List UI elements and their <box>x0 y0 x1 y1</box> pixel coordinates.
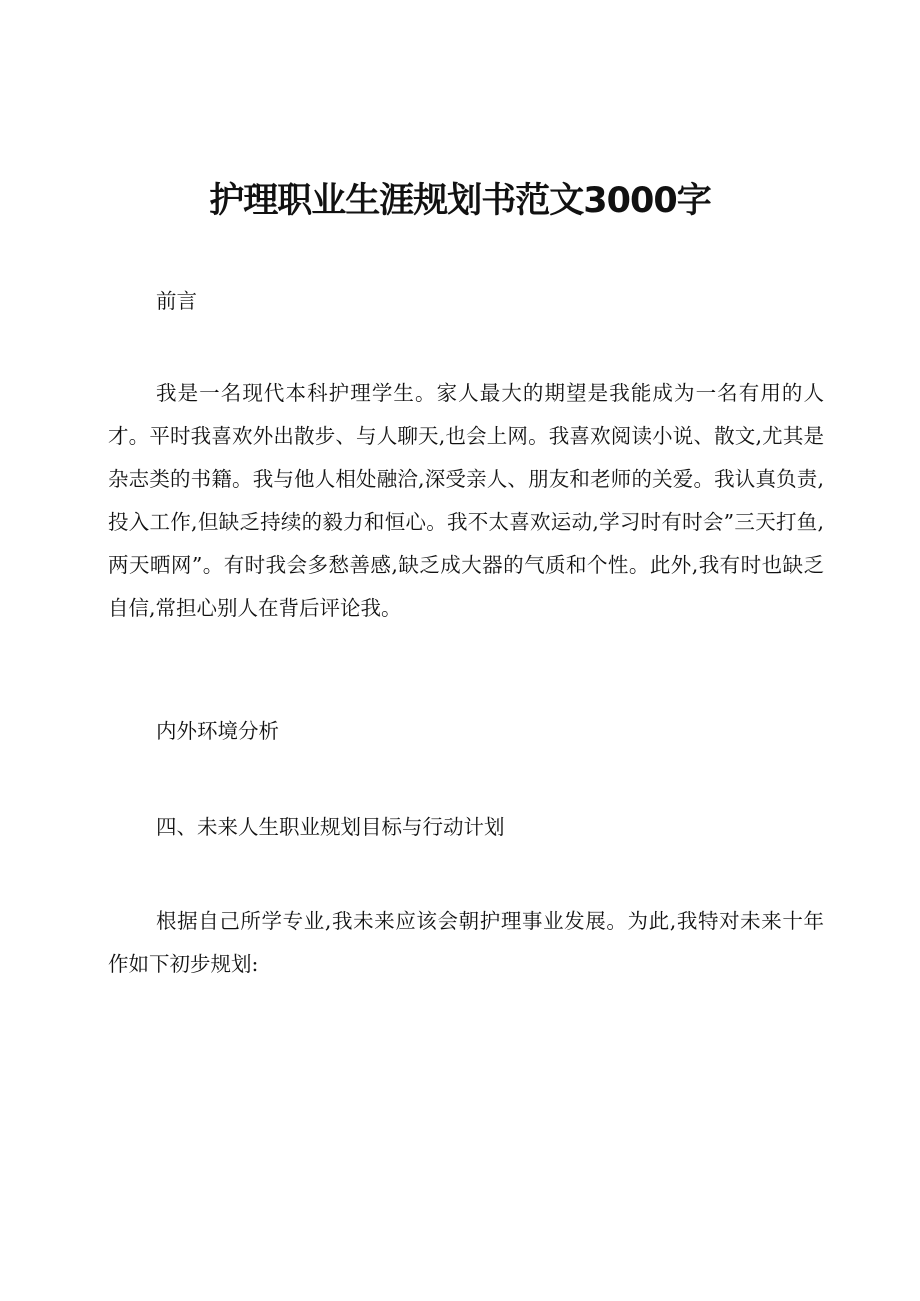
section-heading-preface: 前言 <box>156 289 197 313</box>
paragraph-self-description: 我是一名现代本科护理学生。家人最大的期望是我能成为一名有用的人才。平时我喜欢外出散步、与人聊天,也会上网。我喜欢阅读小说、散文,尤其是杂志类的书籍。我与他人相处融洽,深受亲人、朋友和老师的关爱。我认真负责,投入工作,但缺乏持续的毅力和恒心。我不太喜欢运动,学习时有时会”三天打鱼,两天晒网”。有时我会多愁善感,缺乏成大器的气质和个性。此外,我有时也缺乏自信,常担心别人在背后评论我。 <box>108 381 824 620</box>
paragraph-career-plan: 根据自己所学专业,我未来应该会朝护理事业发展。为此,我特对未来十年作如下初步规划: <box>108 909 824 976</box>
section-heading-environment-analysis: 内外环境分析 <box>156 719 279 743</box>
document-title: 护理职业生涯规划书范文3000字 <box>209 181 711 221</box>
section-heading-career-goals: 四、未来人生职业规划目标与行动计划 <box>156 815 505 839</box>
